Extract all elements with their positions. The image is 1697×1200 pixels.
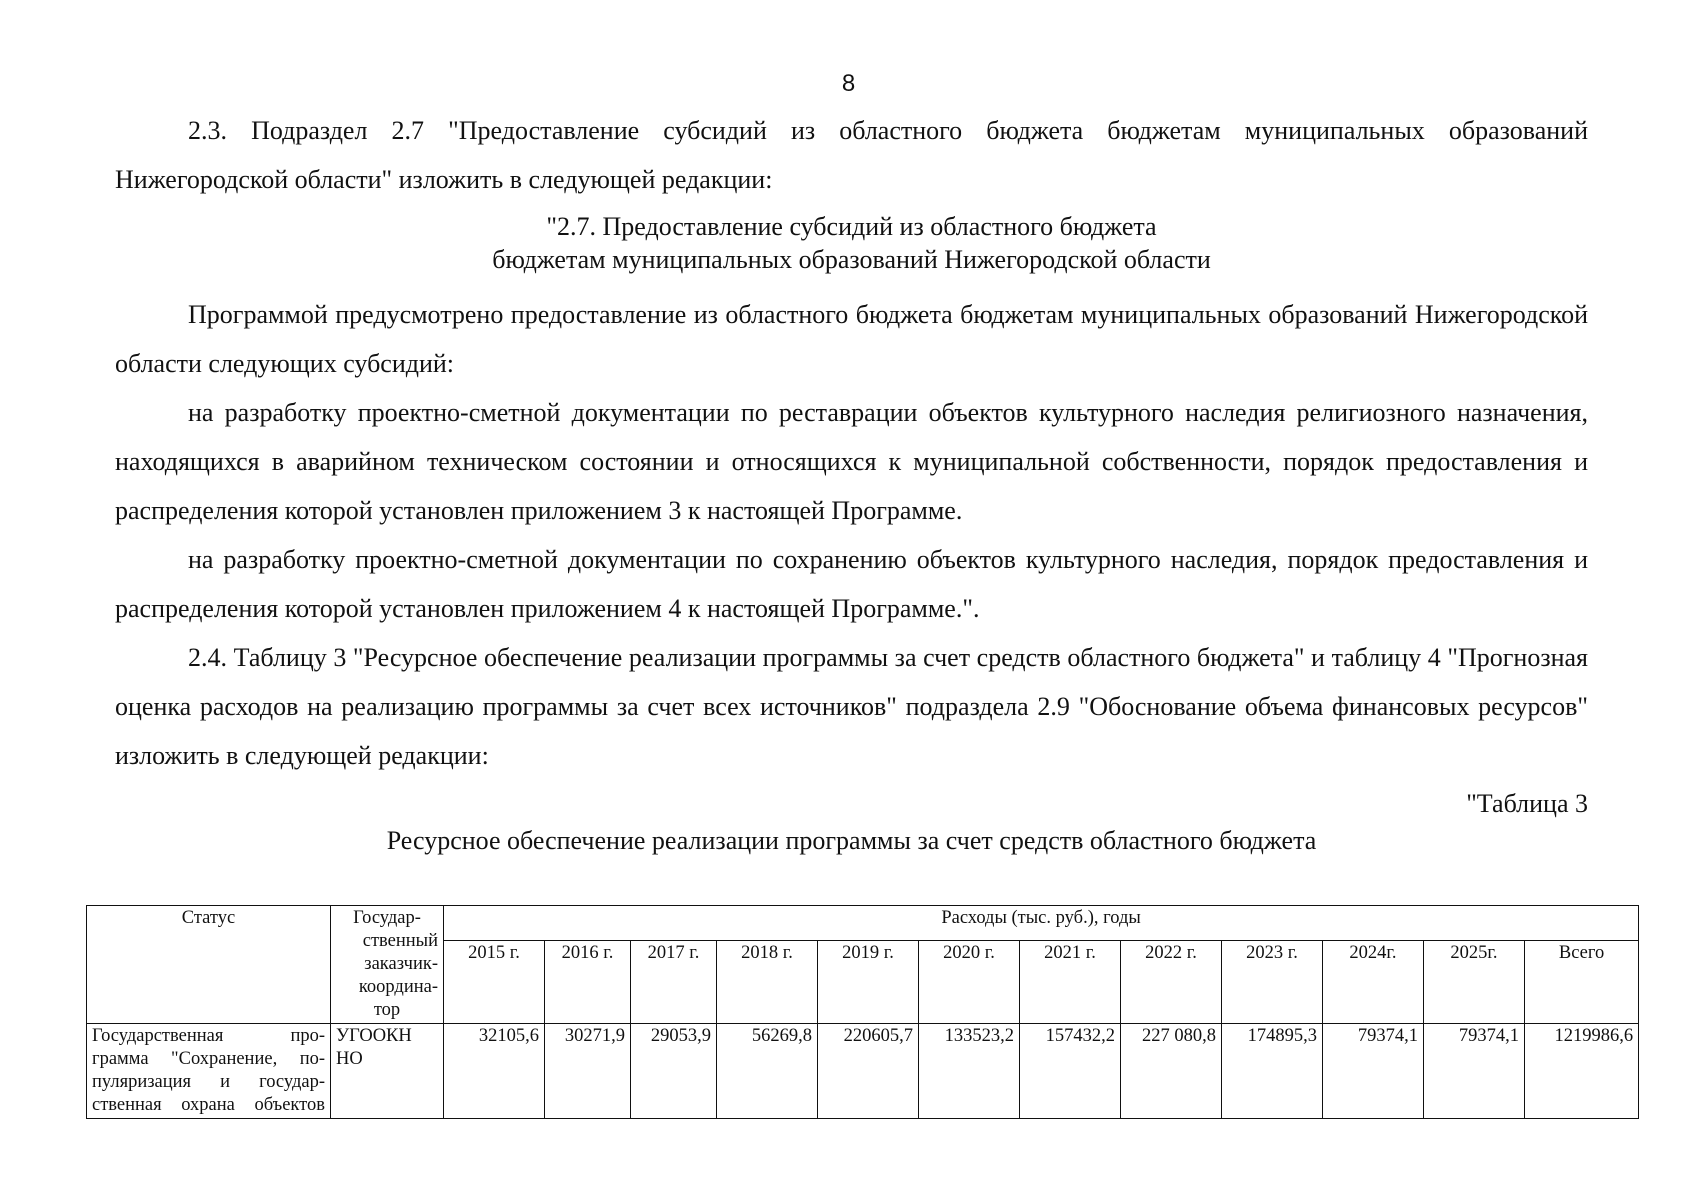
row-customer [331, 1024, 444, 1119]
row-value: 174895,3 [1222, 1024, 1323, 1119]
paragraph-2-3: 2.3. Подраздел 2.7 "Предоставление субсидий из областного бюджета бюджетам муниципальных образований Нижегородской области" изложить в следующей редакции: [115, 116, 1588, 194]
header-customer-line: ственный [362, 931, 438, 951]
row-value: 157432,2 [1020, 1024, 1121, 1119]
header-status: Статус [87, 906, 331, 1024]
table-header-row [87, 906, 1639, 941]
header-year: 2023 г. [1222, 941, 1323, 1024]
row-value: 29053,9 [631, 1024, 717, 1119]
header-year: 2025г. [1424, 941, 1525, 1024]
header-year: 2022 г. [1121, 941, 1222, 1024]
table-title: Ресурсное обеспечение реализации программы за счет средств областного бюджета [386, 826, 1317, 855]
row-status-line: пуляризация и государ- [92, 1072, 325, 1092]
row-customer-line: НО [336, 1049, 363, 1069]
header-customer-line: Государ- [353, 908, 421, 928]
header-year: 2021 г. [1020, 941, 1121, 1024]
header-customer-line: координа- [358, 977, 438, 997]
header-total: Всего [1525, 941, 1639, 1024]
paragraph-2-4: 2.4. Таблицу 3 "Ресурсное обеспечение реализации программы за счет средств областного бюджета" и таблицу 4 "Прогнозная оценка расходов на реализацию программы за счет всех источников" подраздела 2.9 "Обоснование объема финансовых ресурсов" изложить в следующей редакции: [115, 643, 1588, 770]
row-status-line: ственная охрана объектов [92, 1095, 325, 1115]
row-value: 79374,1 [1323, 1024, 1424, 1119]
header-year: 2019 г. [818, 941, 919, 1024]
row-value: 32105,6 [444, 1024, 545, 1119]
section-heading-line1: "2.7. Предоставление субсидий из областного бюджета [546, 212, 1157, 241]
header-year: 2015 г. [444, 941, 545, 1024]
header-year: 2017 г. [631, 941, 717, 1024]
row-total: 1219986,6 [1525, 1024, 1639, 1119]
header-customer [331, 906, 444, 1024]
header-year: 2016 г. [545, 941, 631, 1024]
document-body [115, 106, 1588, 856]
paragraph-program-subsidies: Программой предусмотрено предоставление из областного бюджета бюджетам муниципальных образований Нижегородской области следующих субсидий: [115, 300, 1588, 378]
header-year: 2018 г. [717, 941, 818, 1024]
header-customer-line: тор [373, 1000, 401, 1020]
row-value: 79374,1 [1424, 1024, 1525, 1119]
header-expenses: Расходы (тыс. руб.), годы [444, 906, 1639, 941]
row-status-line: Государственная про- [92, 1026, 325, 1046]
row-value: 30271,9 [545, 1024, 631, 1119]
paragraph-religious-objects: на разработку проектно-сметной документации по реставрации объектов культурного наследия религиозного назначения, находящихся в аварийном техническом состоянии и относящихся к муниципальной собственности, порядок предоставления и распределения которой установлен приложением 3 к настоящей Программе. [115, 398, 1588, 525]
resource-table [86, 905, 1639, 1119]
row-value: 220605,7 [818, 1024, 919, 1119]
row-value: 133523,2 [919, 1024, 1020, 1119]
row-value: 56269,8 [717, 1024, 818, 1119]
paragraph-heritage-objects: на разработку проектно-сметной документации по сохранению объектов культурного наследия, порядок предоставления и распределения которой установлен приложением 4 к настоящей Программе.". [115, 545, 1588, 623]
section-heading-line2: бюджетам муниципальных образований Нижегородской области [492, 245, 1211, 274]
page-number: 8 [841, 70, 856, 97]
header-customer-line: заказчик- [364, 954, 438, 974]
header-year: 2020 г. [919, 941, 1020, 1024]
row-customer-line: УГООКН [336, 1026, 412, 1046]
row-status [87, 1024, 331, 1119]
row-value: 227 080,8 [1121, 1024, 1222, 1119]
table-label: "Таблица 3 [1466, 789, 1588, 818]
table-row [87, 1024, 1639, 1119]
header-year: 2024г. [1323, 941, 1424, 1024]
row-status-line: грамма "Сохранение, по- [92, 1049, 325, 1069]
section-heading [115, 210, 1588, 276]
